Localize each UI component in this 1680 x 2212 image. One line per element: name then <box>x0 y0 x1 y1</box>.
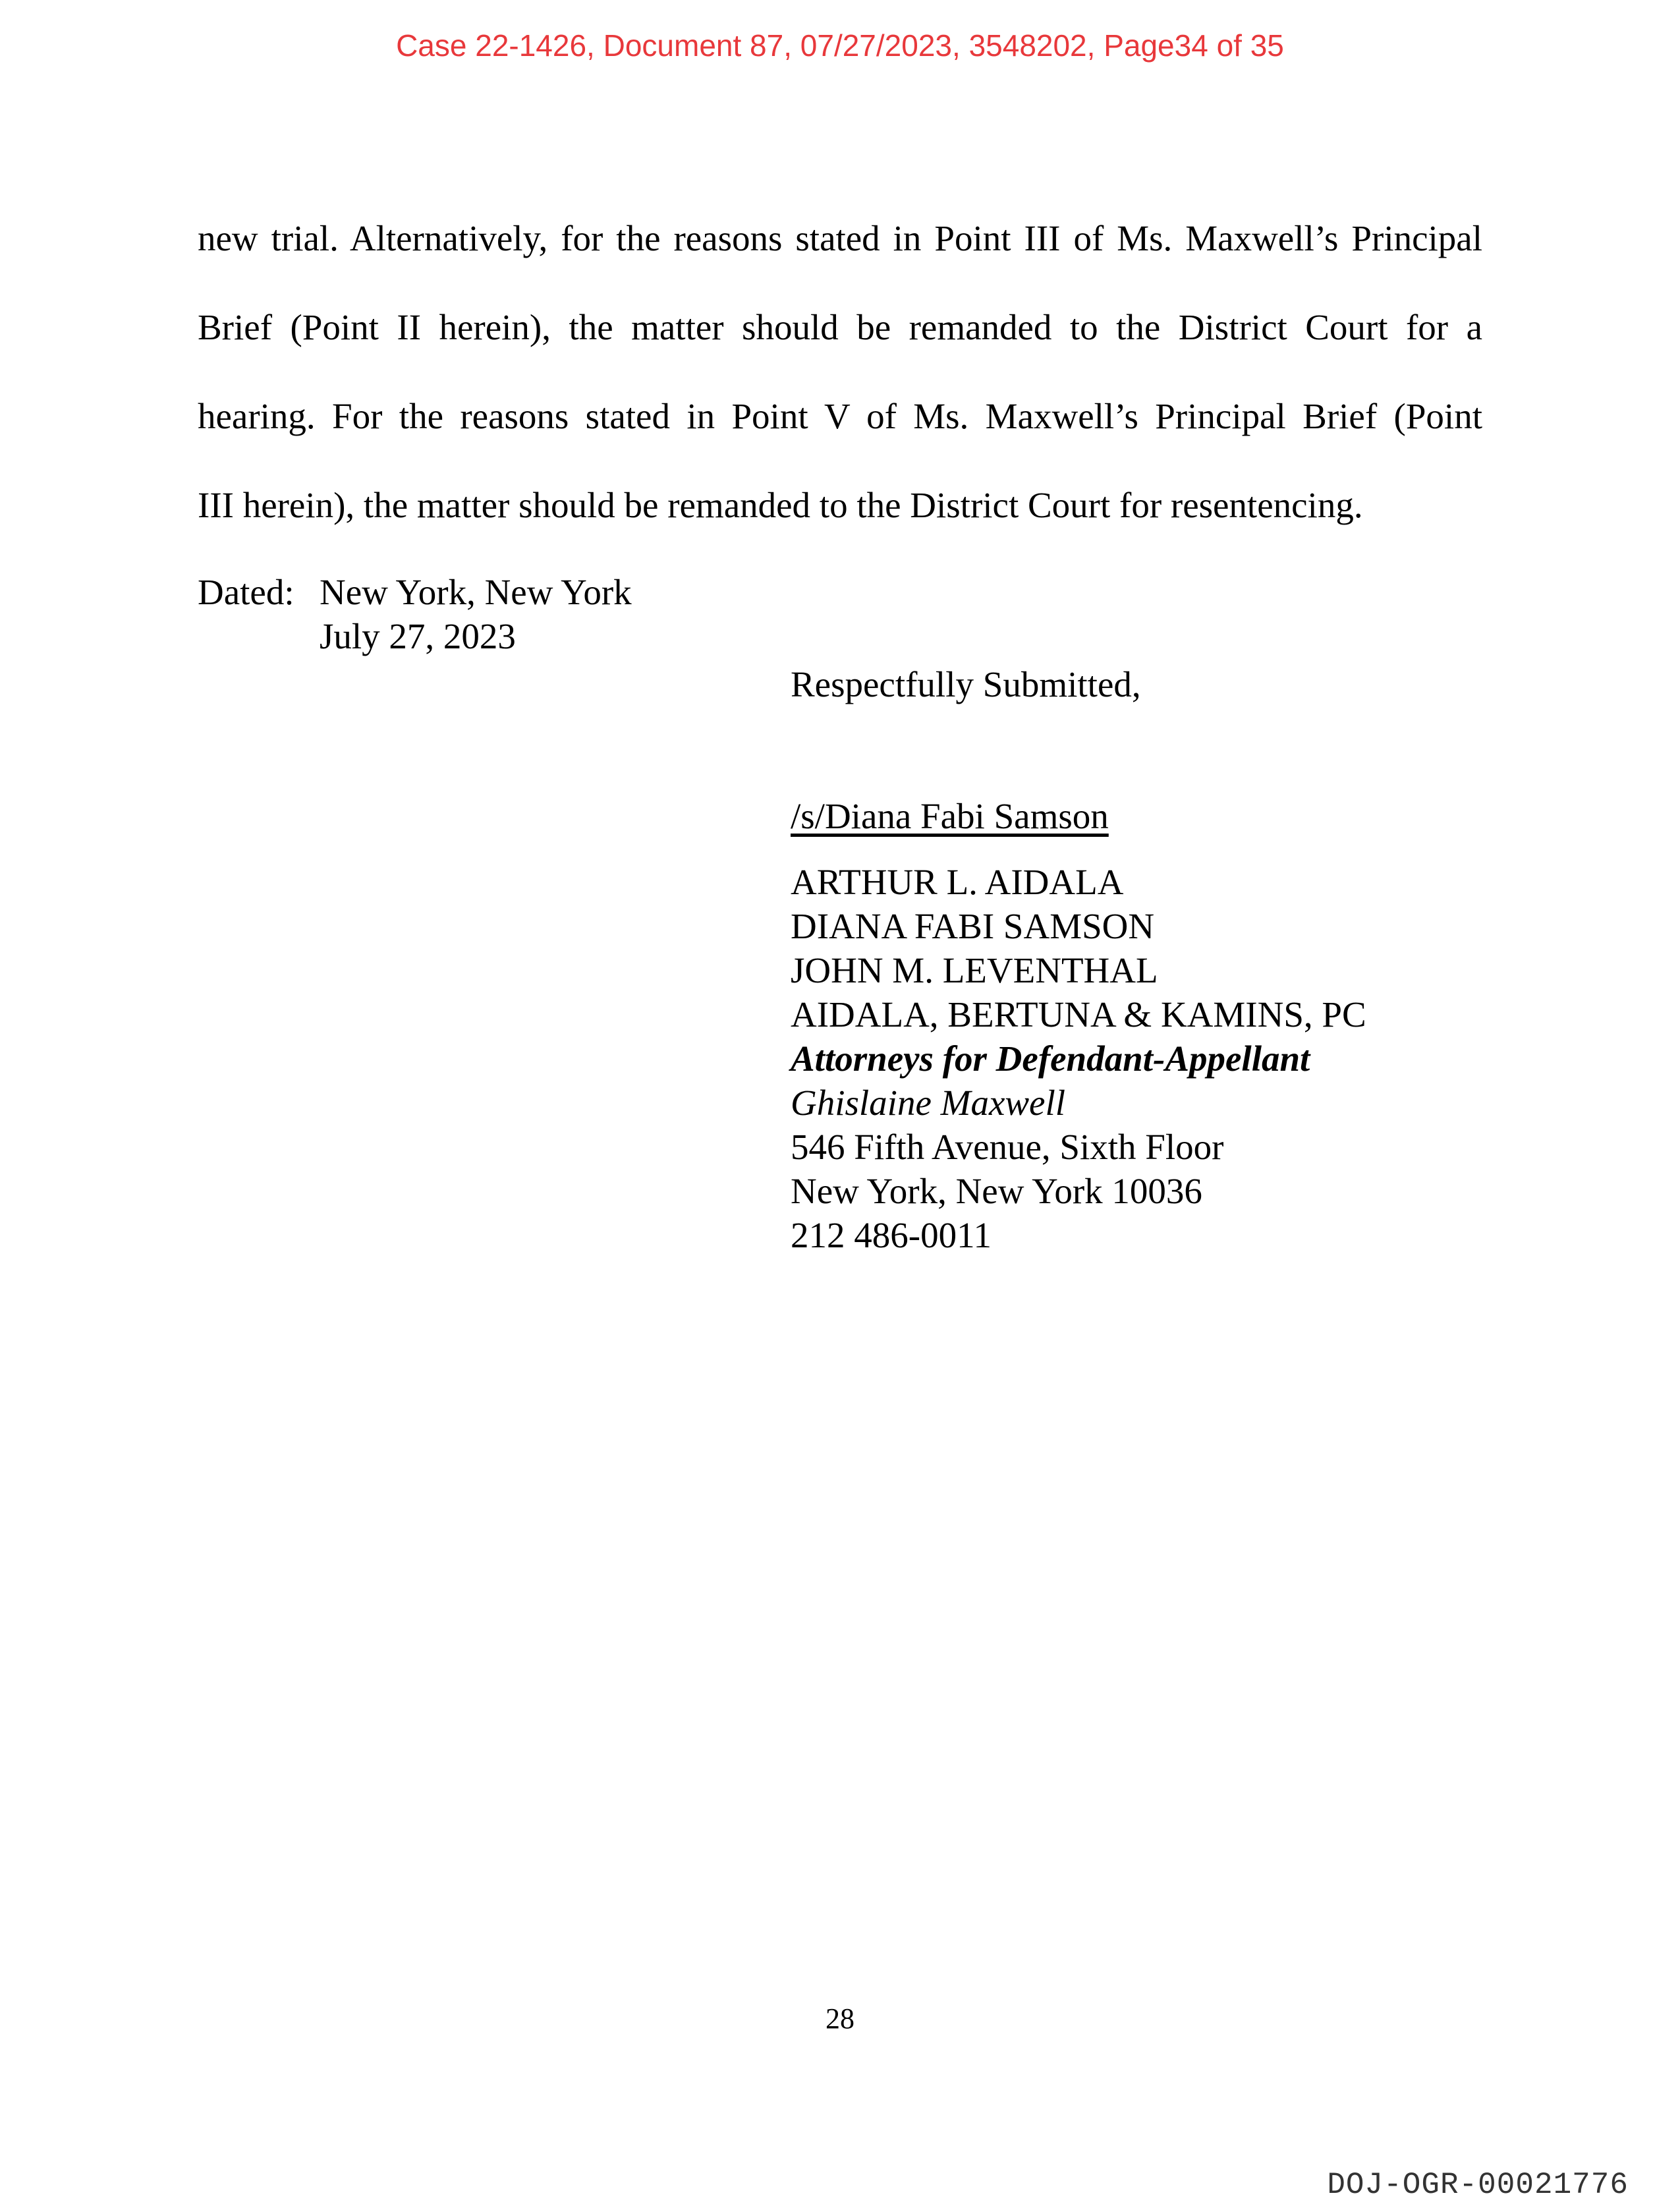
attorney-role: Attorneys for Defendant-Appellant <box>791 1038 1310 1079</box>
closing-text: Respectfully Submitted, <box>791 664 1141 704</box>
phone-number: 212 486-0011 <box>791 1215 992 1255</box>
signature-block <box>791 662 1366 1257</box>
dated-place: New York, New York <box>320 572 632 612</box>
body-paragraph <box>198 194 1482 550</box>
body-line: III herein), the matter should be remanded to the District Court for resentencing. <box>198 485 1363 525</box>
case-header-stamp: Case 22-1426, Document 87, 07/27/2023, 3548202, Page34 of 35 <box>396 28 1284 63</box>
address-line: New York, New York 10036 <box>791 1171 1202 1211</box>
body-line: hearing. For the reasons stated in Point V of Ms. Maxwell’s Principal Brief (Point <box>198 396 1482 436</box>
client-name: Ghislaine Maxwell <box>791 1083 1066 1123</box>
address-line: 546 Fifth Avenue, Sixth Floor <box>791 1127 1224 1167</box>
bates-number: DOJ-OGR-00021776 <box>1327 2168 1629 2202</box>
attorney-name: DIANA FABI SAMSON <box>791 906 1155 946</box>
electronic-signature: /s/Diana Fabi Samson <box>791 796 1109 836</box>
attorney-name: ARTHUR L. AIDALA <box>791 862 1124 902</box>
attorney-name: JOHN M. LEVENTHAL <box>791 950 1158 990</box>
page-number: 28 <box>826 2002 854 2035</box>
firm-name: AIDALA, BERTUNA & KAMINS, PC <box>791 994 1366 1035</box>
dated-label: Dated: <box>198 572 294 612</box>
body-line: new trial. Alternatively, for the reasons stated in Point III of Ms. Maxwell’s Principal <box>198 218 1482 258</box>
body-line: Brief (Point II herein), the matter should be remanded to the District Court for a <box>198 307 1482 347</box>
dated-date: July 27, 2023 <box>320 616 516 656</box>
dated-block <box>198 570 632 658</box>
